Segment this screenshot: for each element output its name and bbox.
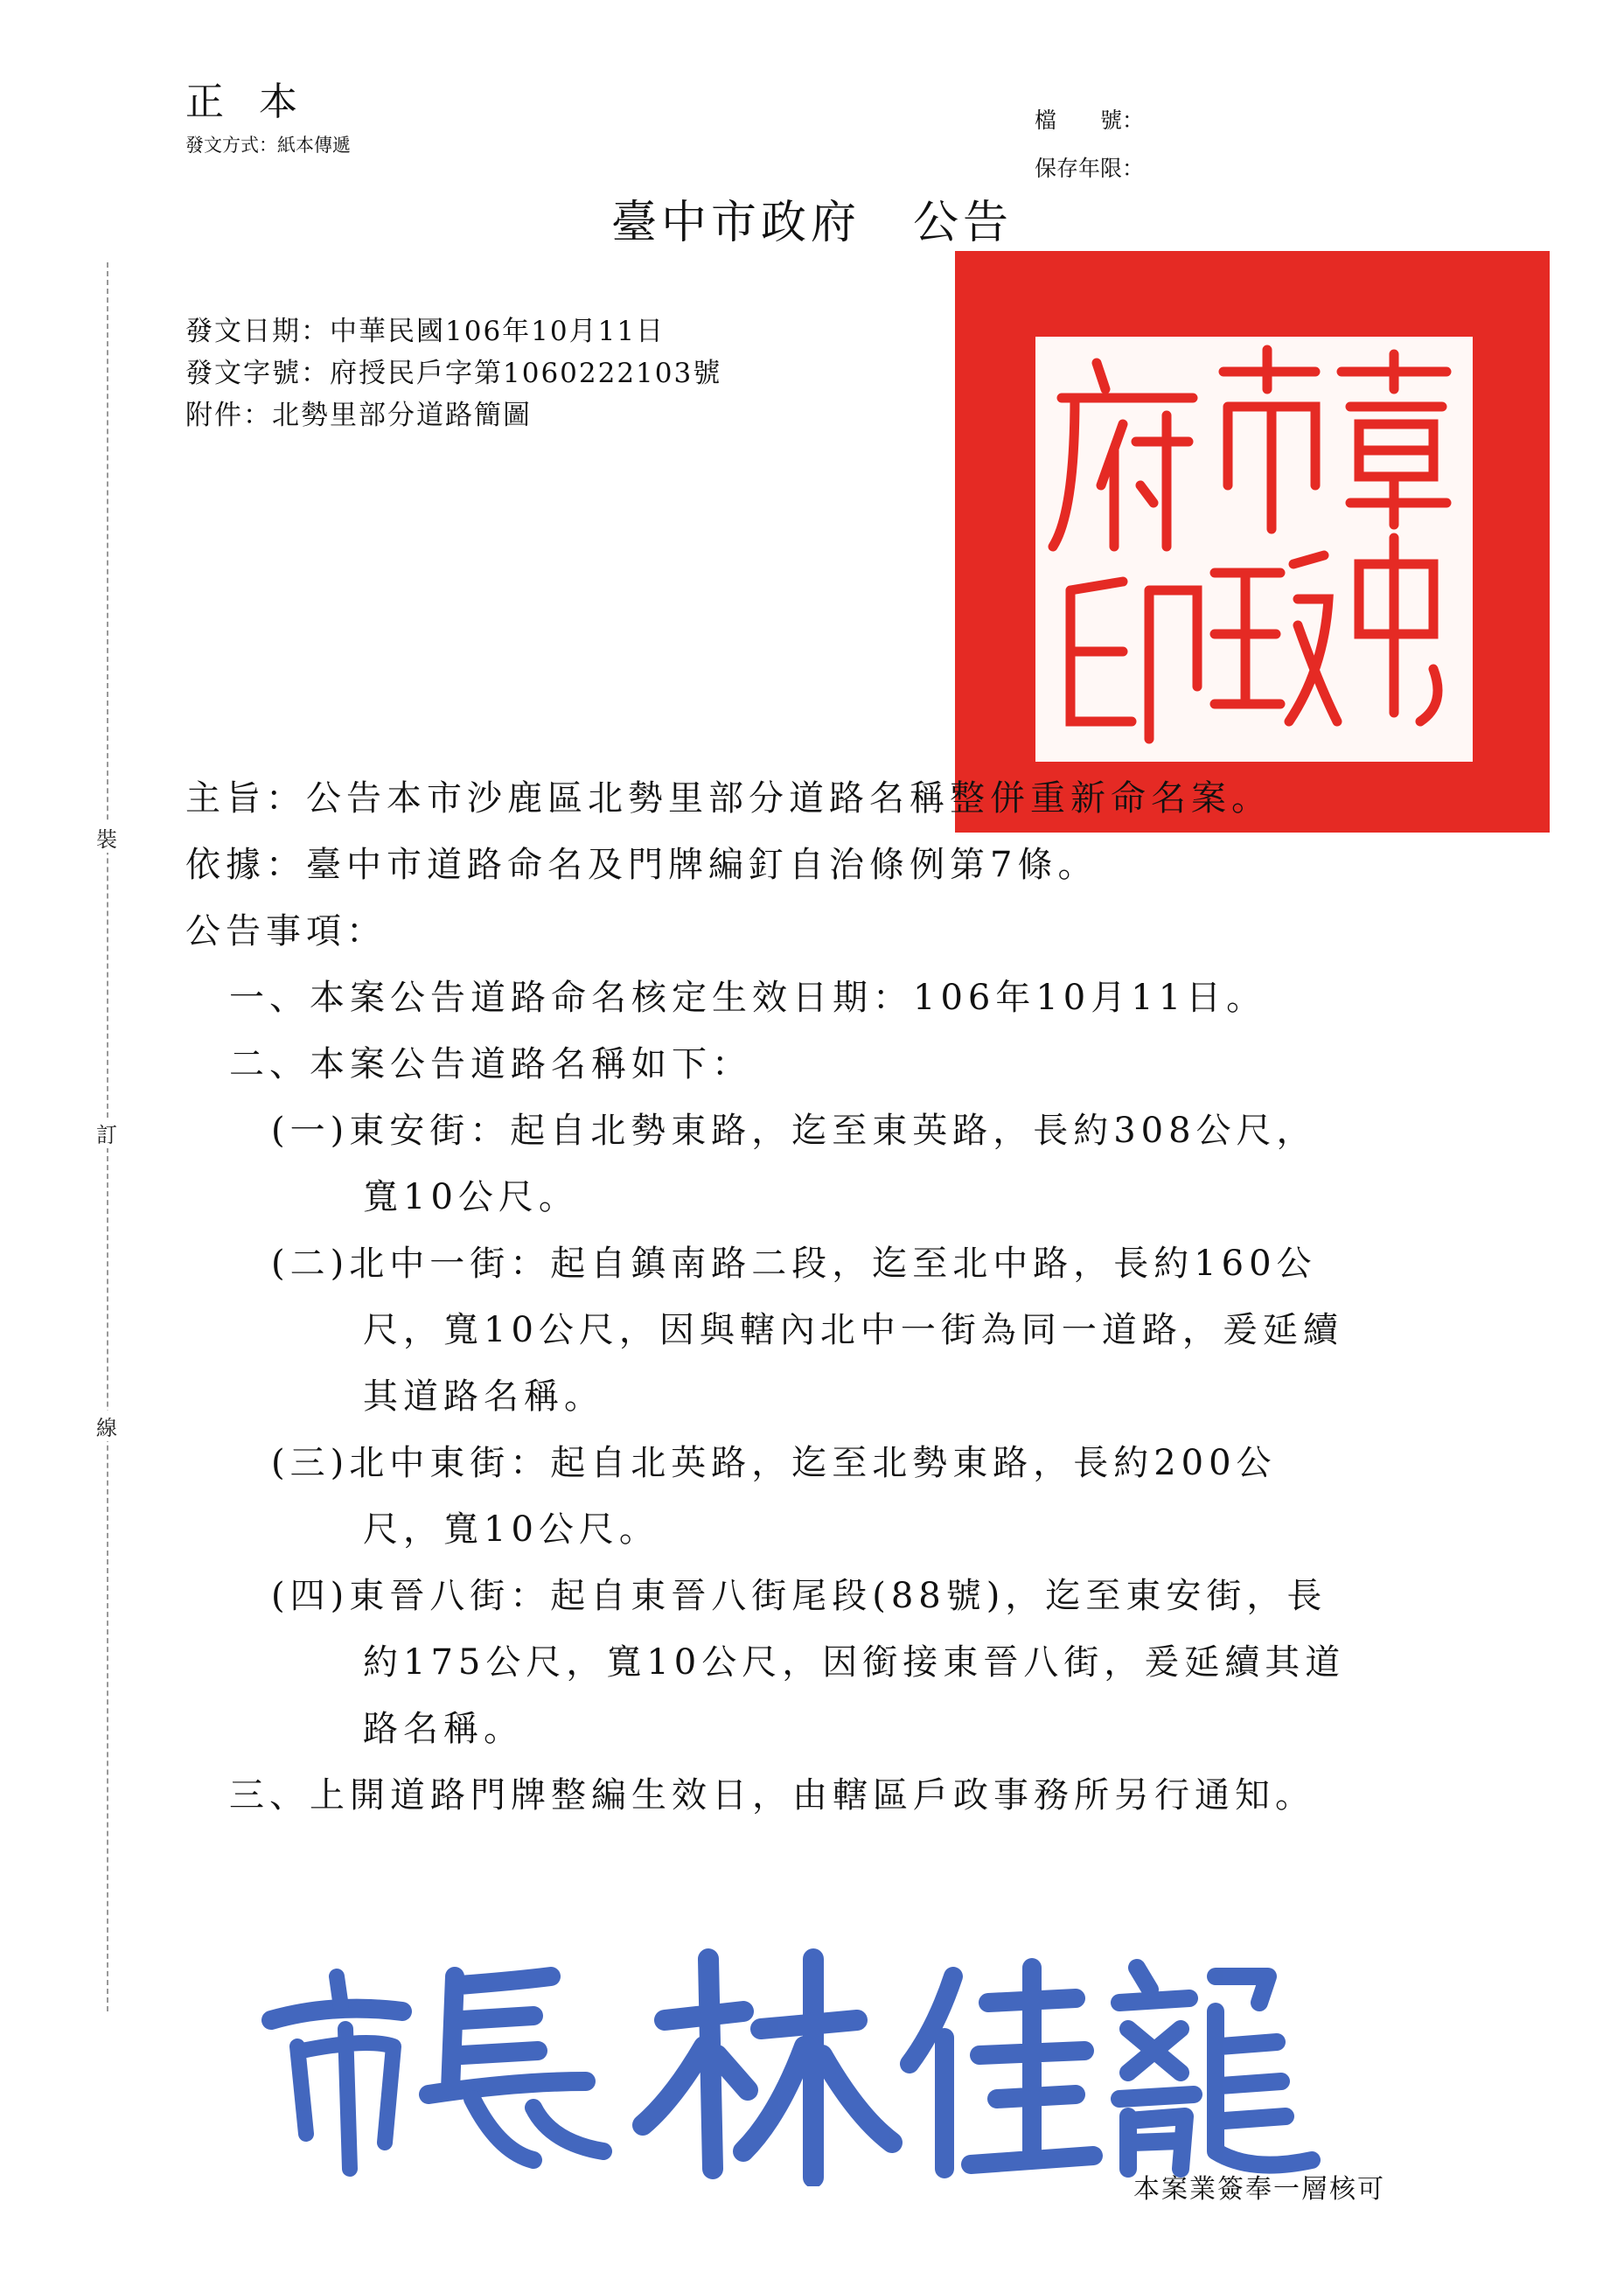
road-entry-1-line-1: (一)東安街：起自北勢東路，迄至東英路，長約308公尺， [271, 1111, 1317, 1151]
official-seal [955, 251, 1550, 833]
issuer-name: 臺中市政府 [610, 197, 861, 249]
header-info [185, 310, 721, 436]
binding-char-zhuang: 裝 [96, 822, 117, 853]
seal-glyphs-icon [1035, 337, 1473, 762]
file-number-label: 檔 號： [1035, 108, 1145, 133]
binding-char-xian: 線 [96, 1411, 117, 1441]
page-title [0, 185, 1624, 251]
road-entry-2-line-2: 尺，寬10公尺，因與轄內北中一街為同一道路，爰延續 [363, 1310, 1343, 1350]
road-entry-2-line-1: (二)北中一街：起自鎮南路二段，迄至北中路，長約160公 [271, 1244, 1317, 1284]
retention-period-label: 保存年限： [1035, 156, 1145, 181]
issue-date: 發文日期：中華民國106年10月11日 [185, 316, 666, 347]
road-entry-4-line-3: 路名稱。 [363, 1709, 524, 1749]
item-three: 三、上開道路門牌整編生效日，由轄區戶政事務所另行通知。 [229, 1775, 1315, 1816]
basis-line: 依據：臺中市道路命名及門牌編釘自治條例第7條。 [185, 845, 1098, 885]
delivery-method: 發文方式：紙本傳遞 [185, 135, 351, 156]
attachment: 附件：北勢里部分道路簡圖 [185, 400, 532, 431]
document-kind: 公告 [913, 197, 1014, 249]
signature-brush-icon [254, 1941, 1338, 2186]
approval-footnote: 本案業簽奉一層核可 [1133, 2174, 1385, 2205]
item-one: 一、本案公告道路命名核定生效日期：106年10月11日。 [229, 978, 1267, 1018]
road-entry-2-line-3: 其道路名稱。 [363, 1376, 604, 1417]
reference-number: 發文字號：府授民戶字第1060222103號 [185, 358, 722, 389]
binding-char-ding: 訂 [96, 1118, 117, 1148]
item-two: 二、本案公告道路名稱如下： [229, 1044, 752, 1084]
copy-type-label: 正本 [185, 80, 332, 124]
subject-line: 主旨：公告本市沙鹿區北勢里部分道路名稱整併重新命名案。 [185, 778, 1272, 819]
road-entry-4-line-2: 約175公尺，寬10公尺，因銜接東晉八街，爰延續其道 [363, 1642, 1346, 1683]
road-entry-3-line-1: (三)北中東街：起自北英路，迄至北勢東路，長約200公 [271, 1443, 1277, 1483]
mayor-signature [254, 1941, 1338, 2190]
road-entry-3-line-2: 尺，寬10公尺。 [363, 1509, 659, 1550]
seal-inner [1035, 337, 1473, 762]
items-heading: 公告事項： [185, 911, 387, 951]
road-entry-1-line-2: 寬10公尺。 [363, 1177, 579, 1217]
road-entry-4-line-1: (四)東晉八街：起自東晉八街尾段(88號)，迄至東安街，長 [271, 1576, 1328, 1616]
